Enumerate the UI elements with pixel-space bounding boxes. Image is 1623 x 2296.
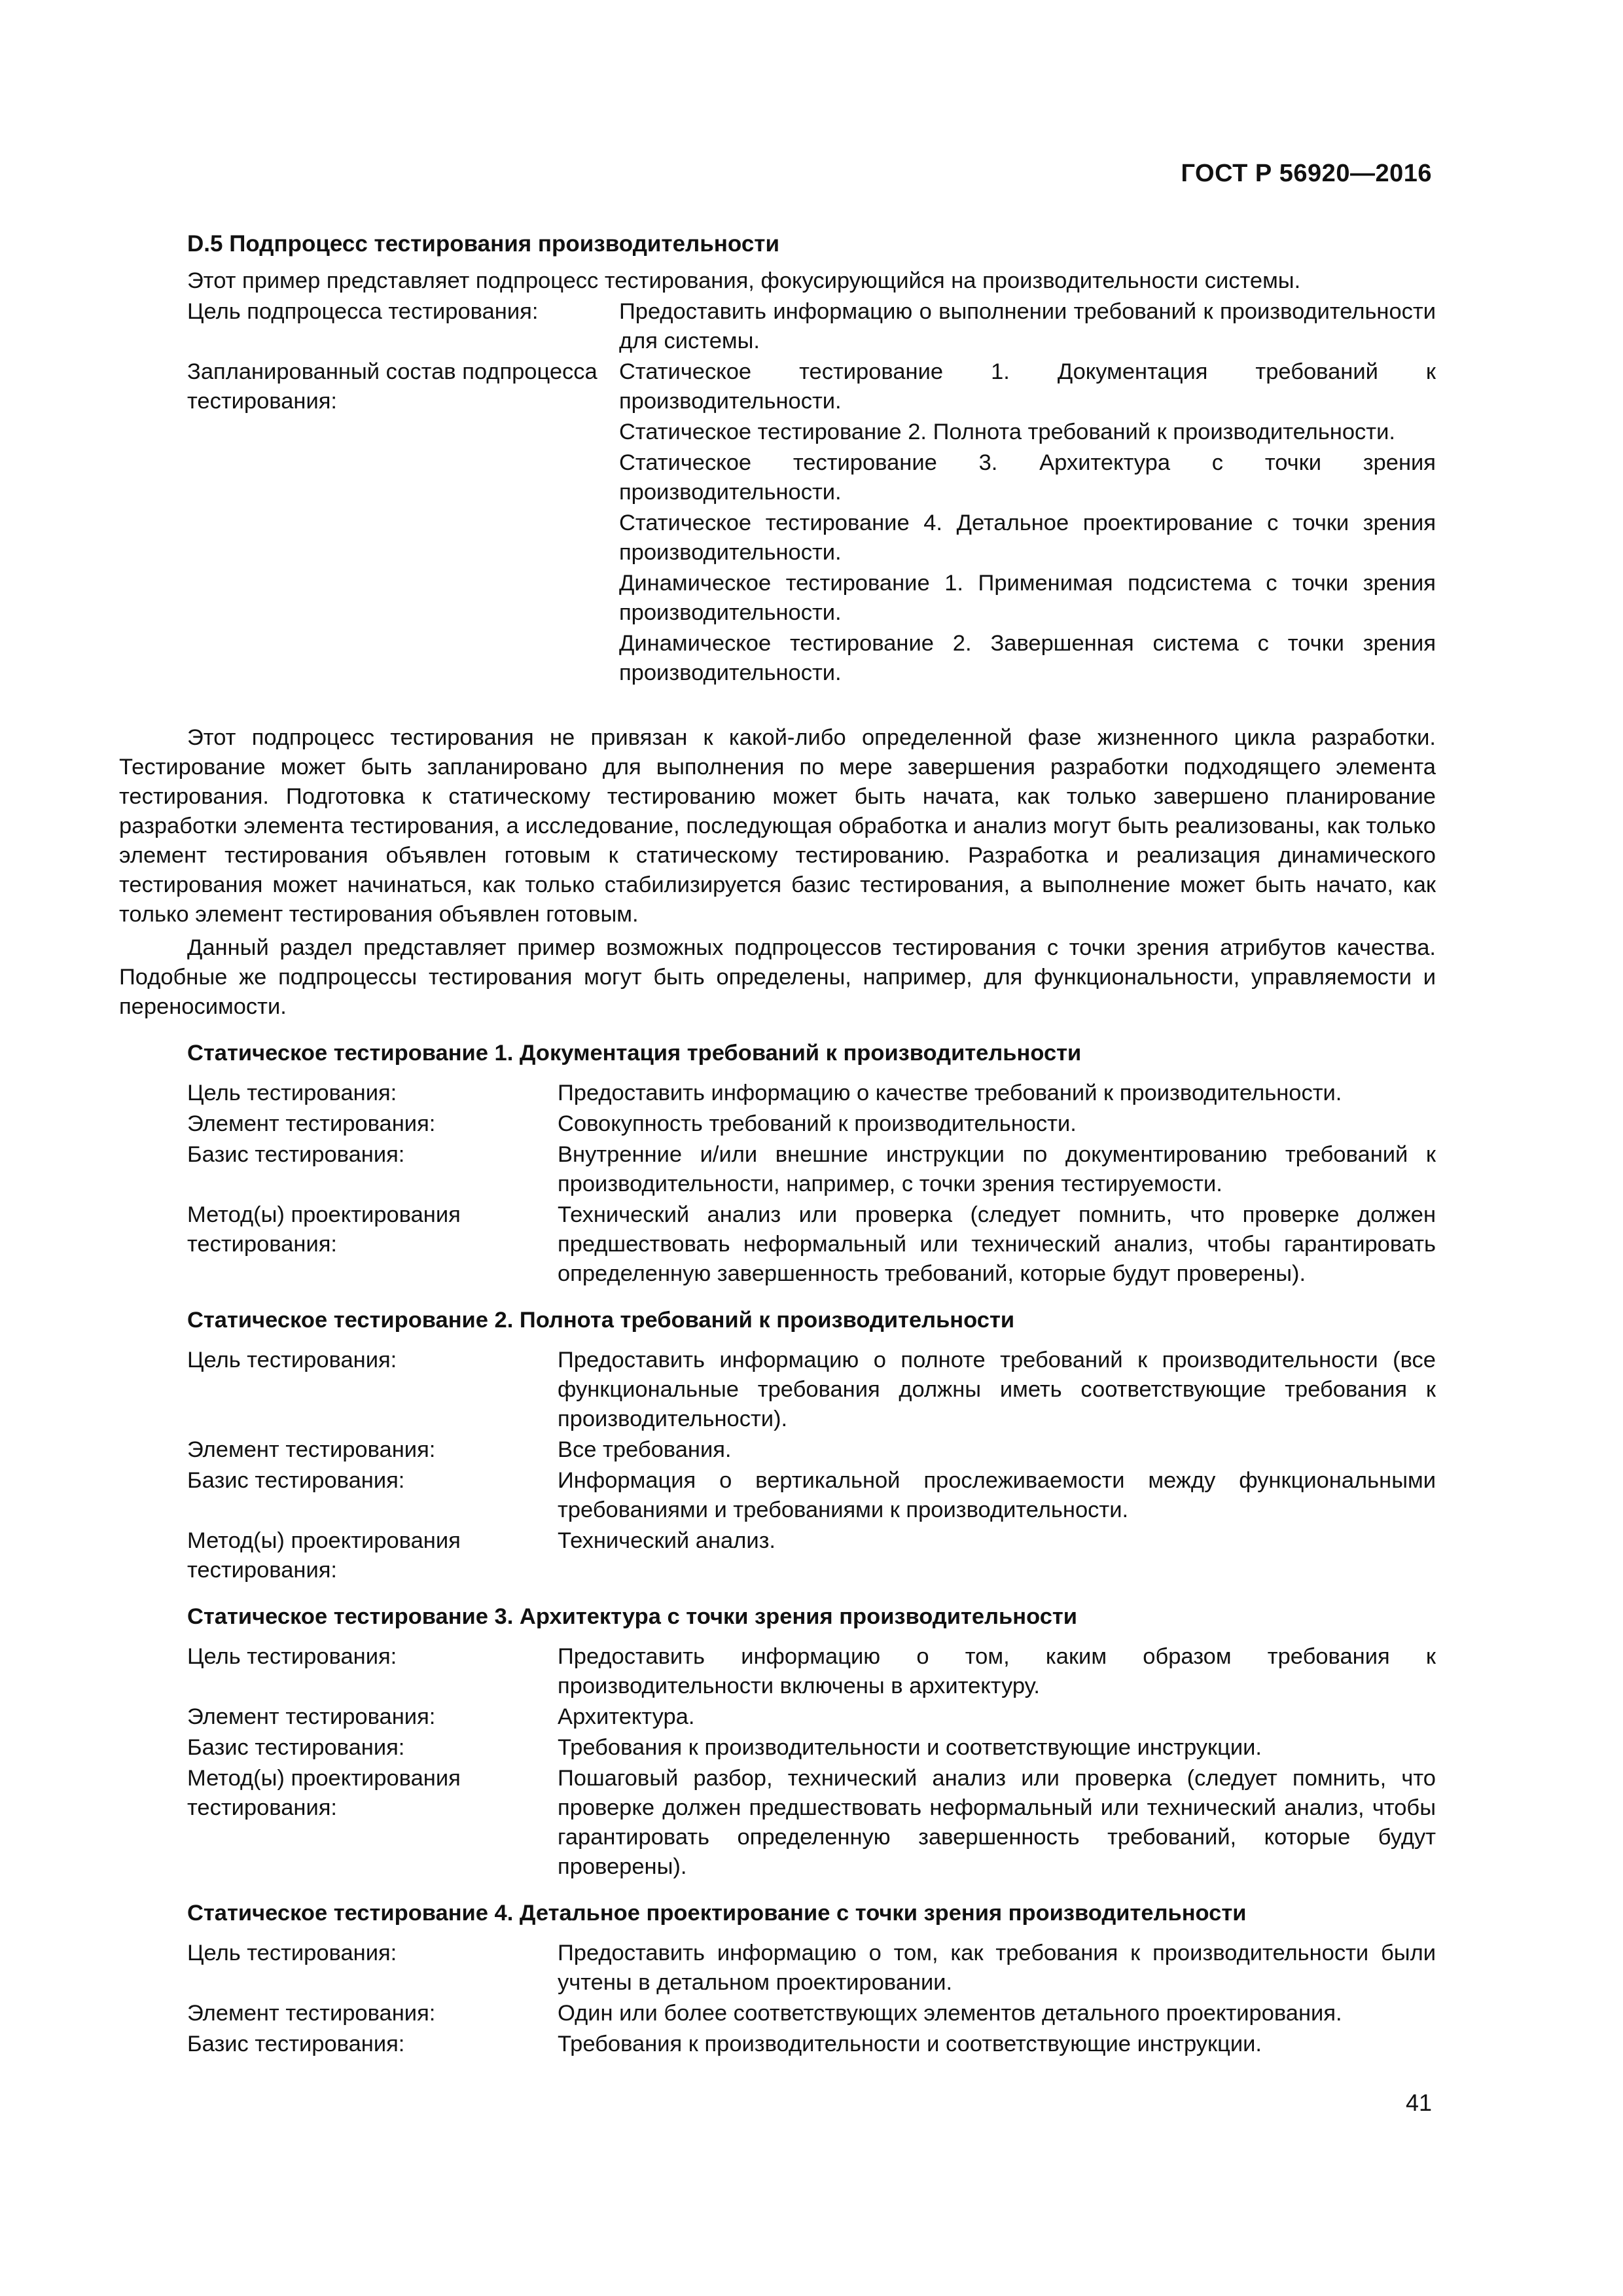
field-row	[187, 1702, 1436, 1732]
field-label: Метод(ы) проектирования тестирования:	[187, 1528, 461, 1583]
section-intro: Этот пример представляет подпроцесс тестирования, фокусирующийся на производительности системы.	[187, 268, 1301, 293]
field-row	[187, 1733, 1436, 1763]
planned-item: Статическое тестирование 1. Документация требований к производительности.	[619, 359, 1436, 414]
goal-value: Предоставить информацию о выполнении требований к производительности для системы.	[619, 299, 1436, 353]
planned-item: Динамическое тестирование 1. Применимая подсистема с точки зрения производительности.	[619, 571, 1436, 625]
planned-item: Динамическое тестирование 2. Завершенная система с точки зрения производительности.	[619, 631, 1436, 685]
field-value: Требования к производительности и соответствующие инструкции.	[558, 1735, 1262, 1760]
field-value: Архитектура.	[558, 1704, 695, 1729]
subsection-static-3	[119, 1602, 1436, 1882]
goal-row	[187, 297, 1436, 357]
field-label: Цель тестирования:	[187, 1644, 397, 1669]
planned-item: Статическое тестирование 4. Детальное проектирование с точки зрения производительности.	[619, 511, 1436, 565]
field-label: Метод(ы) проектирования тестирования:	[187, 1202, 461, 1257]
planned-label: Запланированный состав подпроцесса тестирования:	[187, 359, 597, 414]
field-value: Технический анализ или проверка (следует помнить, что проверке должен предшествовать неформальный или технический анализ, чтобы гарантировать определенную завершенность требований, которые будут проверены).	[558, 1202, 1436, 1286]
body-paragraph: Этот подпроцесс тестирования не привязан к какой-либо определенной фазе жизненного цикла разработки. Тестирование может быть запланировано для выполнения по мере завершения разработки подходящего элемента тестирования. Подготовка к статическому тестированию может быть начата, как только завершено планирование разработки элемента тестирования, а исследование, последующая обработка и анализ могут быть реализованы, как только элемент тестирования объявлен готовым к статическому тестированию. Разработка и реализация динамического тестирования может начинаться, как только стабилизируется базис тестирования, а выполнение может быть начато, как только элемент тестирования объявлен готовым.	[119, 725, 1436, 927]
field-value: Предоставить информацию о полноте требований к производительности (все функциональные требования должны иметь соответствующие требования к производительности).	[558, 1348, 1436, 1431]
field-label: Элемент тестирования:	[187, 1704, 436, 1729]
field-label: Цель тестирования:	[187, 1081, 397, 1105]
field-value: Внутренние и/или внешние инструкции по документированию требований к производительности, например, с точки зрения тестируемости.	[558, 1142, 1436, 1196]
subsection-title: Статическое тестирование 3. Архитектура с точки зрения производительности	[187, 1604, 1077, 1629]
field-row	[187, 1999, 1436, 2028]
planned-item: Статическое тестирование 3. Архитектура с точки зрения производительности.	[619, 450, 1436, 505]
field-row	[187, 1466, 1436, 1525]
subsection-title: Статическое тестирование 4. Детальное проектирование с точки зрения производительности	[187, 1901, 1247, 1926]
field-row	[187, 1346, 1436, 1434]
planned-item: Статическое тестирование 2. Полнота требований к производительности.	[619, 420, 1395, 444]
field-label: Базис тестирования:	[187, 1735, 405, 1760]
field-value: Требования к производительности и соответствующие инструкции.	[558, 2032, 1262, 2056]
field-label: Метод(ы) проектирования тестирования:	[187, 1766, 461, 1820]
subsection-static-4	[119, 1899, 1436, 2059]
field-value: Предоставить информацию о качестве требований к производительности.	[558, 1081, 1342, 1105]
field-row	[187, 1435, 1436, 1465]
field-row	[187, 1079, 1436, 1108]
subsection-static-1	[119, 1039, 1436, 1289]
field-row	[187, 1939, 1436, 1998]
page-number: 41	[1405, 2089, 1432, 2116]
field-label: Элемент тестирования:	[187, 2001, 436, 2026]
body-paragraph: Данный раздел представляет пример возможных подпроцессов тестирования с точки зрения атрибутов качества. Подобные же подпроцессы тестирования могут быть определены, например, для функциональности, управляемости и переносимости.	[119, 935, 1436, 1019]
page-content	[119, 229, 1436, 2060]
document-code: ГОСТ Р 56920—2016	[1181, 160, 1432, 187]
field-label: Цель тестирования:	[187, 1348, 397, 1372]
field-value: Предоставить информацию о том, как требования к производительности были учтены в детальном проектировании.	[558, 1941, 1436, 1995]
field-value: Пошаговый разбор, технический анализ или проверка (следует помнить, что проверке должен предшествовать неформальный или технический анализ, чтобы гарантировать определенную завершенность требований, которые будут проверены).	[558, 1766, 1436, 1879]
field-value: Все требования.	[558, 1437, 732, 1462]
field-row	[187, 1200, 1436, 1289]
field-value: Информация о вертикальной прослеживаемости между функциональными требованиями и требованиями к производительности.	[558, 1468, 1436, 1522]
subsection-title: Статическое тестирование 2. Полнота требований к производительности	[187, 1308, 1015, 1333]
field-value: Один или более соответствующих элементов детального проектирования.	[558, 2001, 1342, 2026]
field-row	[187, 2030, 1436, 2059]
field-value: Технический анализ.	[558, 1528, 776, 1553]
section-title: D.5 Подпроцесс тестирования производительности	[187, 231, 779, 257]
field-label: Базис тестирования:	[187, 1142, 405, 1167]
field-row	[187, 1140, 1436, 1199]
subsection-title: Статическое тестирование 1. Документация требований к производительности	[187, 1041, 1082, 1066]
field-value: Совокупность требований к производительности.	[558, 1111, 1077, 1136]
field-row	[187, 1642, 1436, 1701]
planned-list	[619, 357, 1436, 689]
planned-row	[187, 357, 1436, 689]
field-row	[187, 1764, 1436, 1882]
field-row	[187, 1109, 1436, 1139]
field-row	[187, 1526, 1436, 1585]
field-label: Элемент тестирования:	[187, 1111, 436, 1136]
field-label: Элемент тестирования:	[187, 1437, 436, 1462]
field-value: Предоставить информацию о том, каким образом требования к производительности включены в архитектуру.	[558, 1644, 1436, 1698]
field-label: Базис тестирования:	[187, 1468, 405, 1493]
field-label: Цель тестирования:	[187, 1941, 397, 1965]
goal-label: Цель подпроцесса тестирования:	[187, 299, 539, 324]
field-label: Базис тестирования:	[187, 2032, 405, 2056]
subsection-static-2	[119, 1306, 1436, 1585]
section-intro-block	[187, 266, 1436, 689]
